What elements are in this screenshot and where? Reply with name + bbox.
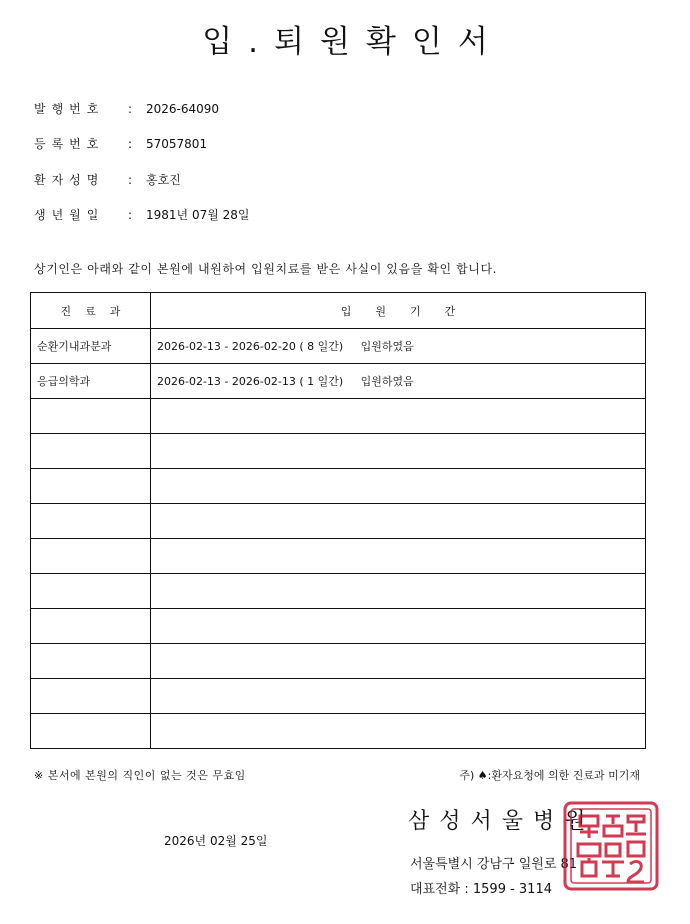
table-row [31,574,646,609]
table-row [31,434,646,469]
department-cell: 순환기내과분과 [31,329,151,364]
department-cell [31,574,151,609]
confirmation-statement: 상기인은 아래와 같이 본원에 내원하여 입원치료를 받은 사실이 있음을 확인 합니다. [34,262,498,276]
table-header-row [31,293,646,329]
issue-date: 2026년 02월 25일 [164,834,268,848]
department-cell [31,399,151,434]
period-cell [151,609,646,644]
admission-table [30,292,646,749]
hospital-address: 서울특별시 강남구 일원로 81 [410,857,578,872]
table-row [31,714,646,749]
department-cell [31,644,151,679]
header-period: 입원기간 [151,293,646,329]
info-colon: : [128,137,133,151]
birth-date-value: 1981년 07월 28일 [146,208,250,222]
department-cell [31,714,151,749]
period-cell [151,679,646,714]
period-cell [151,399,646,434]
table-row [31,644,646,679]
period-cell [151,714,646,749]
header-department: 진료과 [31,293,151,329]
validity-note: ※ 본서에 본원의 직인이 없는 것은 무효임 [34,769,246,782]
department-cell [31,539,151,574]
hospital-phone: 대표전화 : 1599 - 3114 [410,882,553,897]
department-cell [31,679,151,714]
info-label: 생년월일 [34,208,105,222]
period-cell [151,504,646,539]
hospital-seal-stamp [562,800,660,892]
issue-number-value: 2026-64090 [146,102,220,116]
document-title: 입.퇴원확인서 [202,24,504,60]
info-label: 환자성명 [34,173,105,187]
department-cell: 응급의학과 [31,364,151,399]
table-row [31,364,646,399]
period-cell: 2026-02-13 - 2026-02-20 ( 8 일간) 입원하였음 [151,329,646,364]
department-cell [31,609,151,644]
table-row [31,609,646,644]
table-row [31,504,646,539]
department-cell [31,434,151,469]
department-cell [31,469,151,504]
patient-name-value: 홍호진 [146,173,181,187]
department-cell [31,504,151,539]
info-label: 발행번호 [34,102,105,116]
table-row [31,679,646,714]
period-cell [151,434,646,469]
table-row [31,539,646,574]
period-cell [151,539,646,574]
period-cell [151,644,646,679]
info-label: 등록번호 [34,137,105,151]
table-row [31,469,646,504]
info-colon: : [128,173,133,187]
period-cell [151,469,646,504]
info-colon: : [128,208,133,222]
legend-note: 주) ♠:환자요청에 의한 진료과 미기재 [459,769,640,782]
hospital-name: 삼성서울병원 [408,809,596,834]
period-cell: 2026-02-13 - 2026-02-13 ( 1 일간) 입원하였음 [151,364,646,399]
period-cell [151,574,646,609]
table-row [31,329,646,364]
registration-number-value: 57057801 [146,137,208,151]
info-colon: : [128,102,133,116]
table-row [31,399,646,434]
